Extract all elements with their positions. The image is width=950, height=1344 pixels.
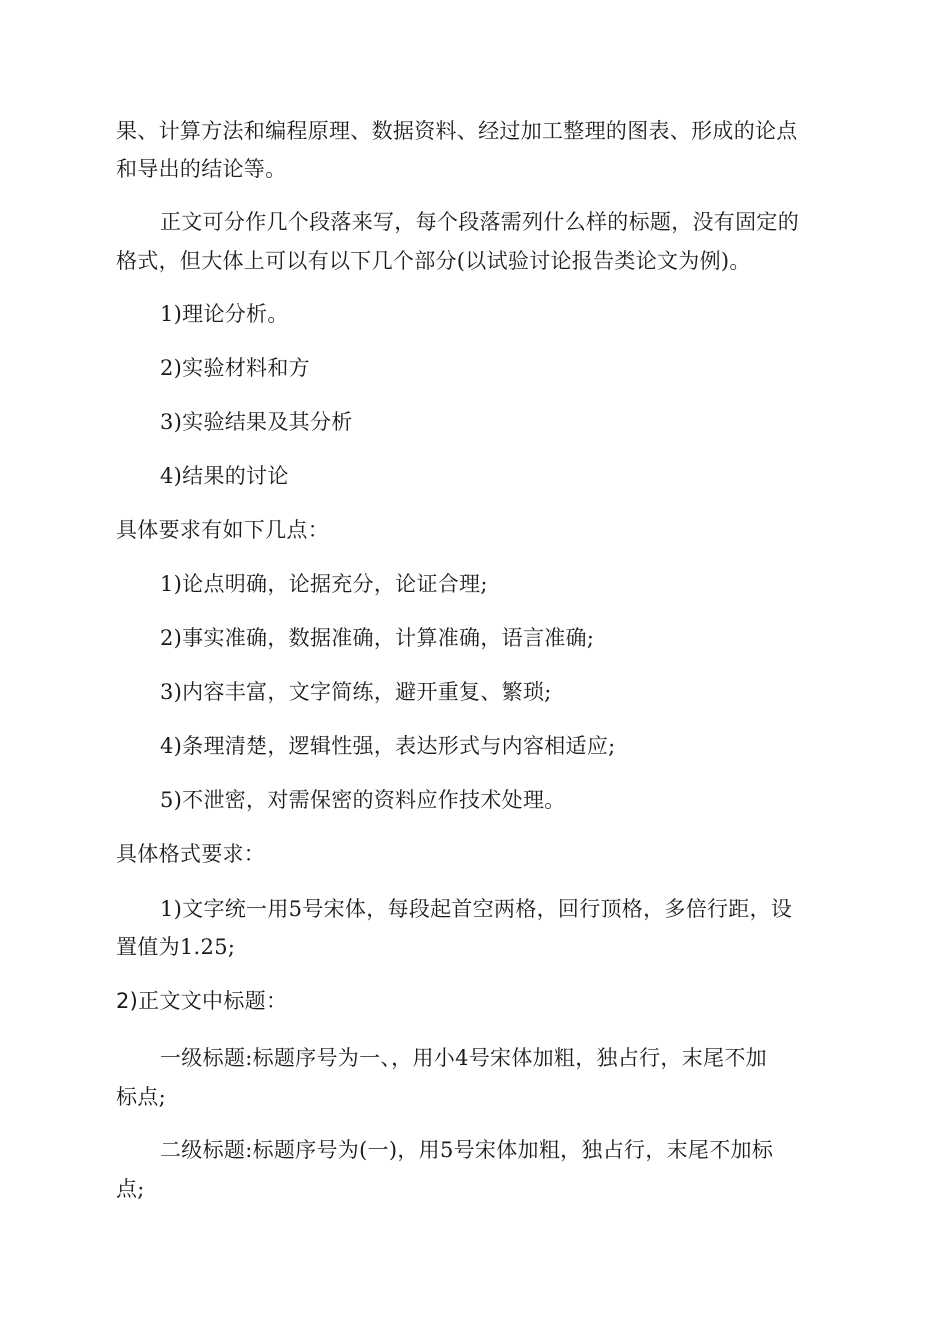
- paragraph-line: 一级标题:标题序号为一、，用小4号宋体加粗，独占行，末尾不加: [160, 1046, 767, 1070]
- paragraph-line: 1)文字统一用5号宋体，每段起首空两格，回行顶格，多倍行距，设: [160, 897, 793, 921]
- paragraph-line: 二级标题:标题序号为(一)，用5号宋体加粗，独占行，末尾不加标: [160, 1138, 774, 1162]
- section-heading: 具体格式要求：: [116, 842, 266, 866]
- paragraph-line: 和导出的结论等。: [116, 157, 287, 181]
- list-item: 1)理论分析。: [160, 302, 289, 326]
- list-item: 3)内容丰富，文字简练，避开重复、繁琐;: [160, 680, 552, 704]
- subsection-heading: [116, 989, 836, 1013]
- paragraph-line: 点;: [116, 1177, 145, 1201]
- section-heading: 具体要求有如下几点：: [116, 518, 329, 542]
- list-item: 2)事实准确，数据准确，计算准确，语言准确;: [160, 626, 595, 650]
- paragraph-line: 置值为1.25;: [116, 935, 236, 959]
- paragraph-line: 正文可分作几个段落来写，每个段落需列什么样的标题，没有固定的: [160, 210, 799, 234]
- list-item: 2)实验材料和方: [160, 356, 310, 380]
- heading-text: 正文文中标题：: [138, 989, 288, 1013]
- paragraph-line: 标点;: [116, 1085, 166, 1109]
- list-item: 3)实验结果及其分析: [160, 410, 353, 434]
- heading-number: 2): [116, 989, 139, 1013]
- list-item: 4)结果的讨论: [160, 464, 289, 488]
- paragraph-line: 格式，但大体上可以有以下几个部分(以试验讨论报告类论文为例)。: [116, 249, 751, 273]
- list-item: 5)不泄密，对需保密的资料应作技术处理。: [160, 788, 566, 812]
- paragraph-line: 果、计算方法和编程原理、数据资料、经过加工整理的图表、形成的论点: [116, 119, 798, 143]
- list-item: 1)论点明确，论据充分，论证合理;: [160, 572, 488, 596]
- list-item: 4)条理清楚，逻辑性强，表达形式与内容相适应;: [160, 734, 616, 758]
